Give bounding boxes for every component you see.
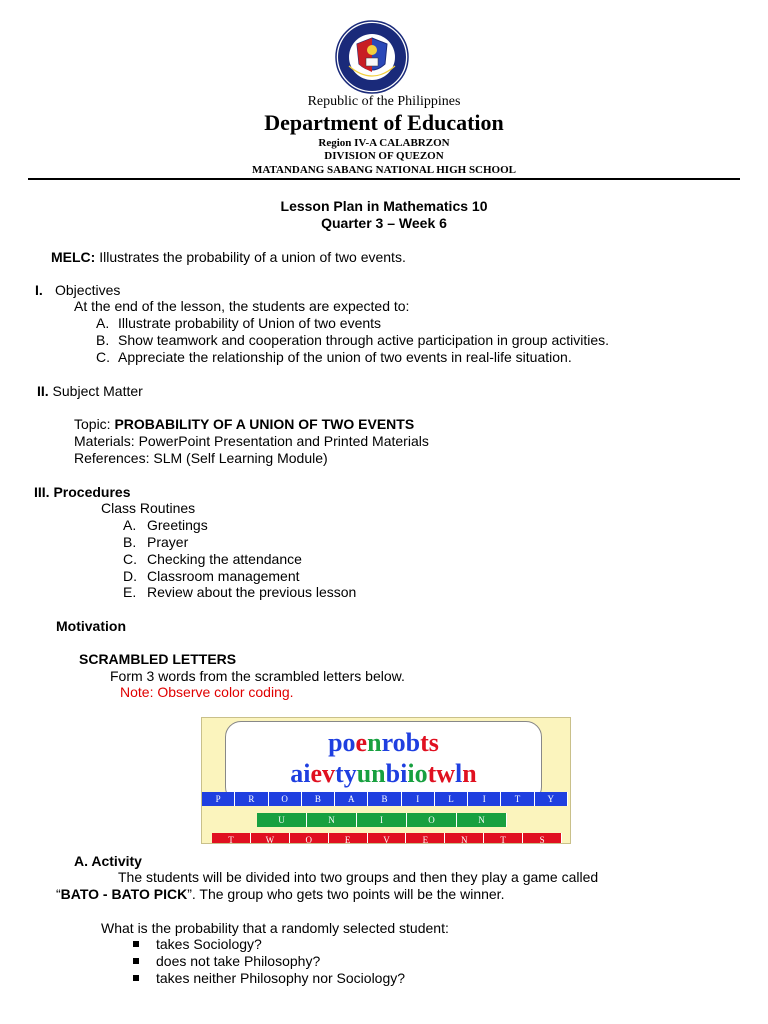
answer-row-probability (202, 792, 568, 806)
objectives-number: I. (35, 282, 43, 298)
motivation-heading: Motivation (56, 618, 126, 634)
scrambled-letter: o (414, 759, 428, 788)
activity-line-1: The students will be divided into two groups and then they play a game called (118, 869, 599, 885)
objectives-intro: At the end of the lesson, the students are expected to: (74, 298, 410, 314)
republic-line: Republic of the Philippines (307, 94, 461, 109)
answer-letter-cell: E (329, 833, 368, 844)
procedures-heading: III. Procedures (34, 484, 131, 500)
scrambled-letter: w (436, 759, 456, 788)
scrambled-letter: i (407, 759, 415, 788)
deped-seal-logo (335, 20, 409, 94)
header-divider (28, 178, 740, 180)
objective-item-b: B. Show teamwork and cooperation through active participation in group activities. (96, 332, 610, 348)
subject-matter-heading: II. Subject Matter (37, 383, 143, 399)
scrambled-letter: e (310, 759, 323, 788)
scrambled-letter: b (385, 759, 401, 788)
scrambled-word-2 (226, 759, 541, 789)
scrambled-letter: n (371, 759, 386, 788)
scrambled-letter: s (428, 728, 439, 757)
answer-letter-cell: N (457, 813, 507, 827)
scrambled-letter: n (367, 728, 382, 757)
scrambled-word-1 (226, 728, 541, 758)
scrambled-letter: n (462, 759, 477, 788)
region-line: Region IV-A CALABRZON (318, 137, 450, 149)
objective-item-c: C. Appreciate the relationship of the union of two events in real-life situation. (96, 349, 572, 365)
bullet-item-neither: takes neither Philosophy nor Sociology? (156, 970, 406, 986)
answer-letter-cell: R (235, 792, 268, 806)
scrambled-words-bubble (225, 721, 542, 803)
answer-letter-cell: N (307, 813, 357, 827)
scrambled-letter: l (455, 759, 463, 788)
answer-letter-cell: V (368, 833, 407, 844)
scrambled-letter: r (381, 728, 393, 757)
quarter-week-title: Quarter 3 – Week 6 (321, 215, 447, 231)
melc-label: MELC: (51, 249, 96, 265)
answer-letter-cell: E (406, 833, 445, 844)
objective-item-a: A. Illustrate probability of Union of two events (96, 315, 382, 331)
answer-letter-cell: I (357, 813, 407, 827)
scrambled-letter: t (427, 759, 437, 788)
answer-letter-cell: T (212, 833, 251, 844)
melc-line (51, 249, 406, 266)
answer-letter-cell: Y (535, 792, 568, 806)
melc-text: Illustrates the probability of a union of two events. (95, 249, 406, 265)
answer-letter-cell: N (445, 833, 484, 844)
scrambled-letter: a (290, 759, 304, 788)
answer-letter-cell: T (484, 833, 523, 844)
routine-item-c: C. Checking the attendance (123, 551, 302, 567)
answer-letter-cell: O (290, 833, 329, 844)
scrambled-letter: t (420, 728, 429, 757)
answer-letter-cell: I (468, 792, 501, 806)
bullet-icon (133, 958, 139, 964)
answer-letter-cell: I (402, 792, 435, 806)
answer-letter-cell: U (257, 813, 307, 827)
division-line: DIVISION OF QUEZON (324, 150, 444, 162)
scrambled-letter: t (335, 759, 344, 788)
lesson-plan-title: Lesson Plan in Mathematics 10 (280, 198, 488, 214)
scrambled-letter: v (322, 759, 336, 788)
scrambled-letter: o (392, 728, 406, 757)
activity-heading: A. Activity (74, 853, 142, 869)
scrambled-letter: e (355, 728, 368, 757)
scrambled-letter: b (405, 728, 421, 757)
answer-letter-cell: O (407, 813, 457, 827)
activity-line-2: “BATO - BATO PICK”. The group who gets two points will be the winner. (56, 886, 505, 902)
school-line: MATANDANG SABANG NATIONAL HIGH SCHOOL (251, 164, 517, 176)
answer-letter-cell: P (202, 792, 235, 806)
class-routines-label: Class Routines (101, 500, 196, 516)
bullet-icon (133, 975, 139, 981)
answer-letter-cell: S (523, 833, 562, 844)
answer-letter-cell: A (335, 792, 368, 806)
materials-line: Materials: PowerPoint Presentation and Printed Materials (74, 433, 429, 449)
bullet-item-not-philosophy: does not take Philosophy? (156, 953, 321, 969)
activity-question: What is the probability that a randomly selected student: (101, 920, 449, 936)
bullet-item-sociology: takes Sociology? (156, 936, 262, 952)
scrambled-letter: p (328, 728, 343, 757)
answer-row-two-events (212, 833, 562, 844)
scrambled-letters-title: SCRAMBLED LETTERS (79, 651, 237, 667)
scrambled-instruction: Form 3 words from the scrambled letters below. (110, 668, 405, 684)
color-coding-note: Note: Observe color coding. (120, 684, 294, 700)
answer-letter-cell: O (269, 792, 302, 806)
department-title: Department of Education (264, 110, 504, 135)
game-name: BATO - BATO PICK (60, 886, 188, 902)
references-line: References: SLM (Self Learning Module) (74, 450, 328, 466)
answer-letter-cell: L (435, 792, 468, 806)
routine-item-d: D. Classroom management (123, 568, 300, 584)
answer-letter-cell: B (302, 792, 335, 806)
scrambled-letter: u (356, 759, 372, 788)
scrambled-letter: i (400, 759, 408, 788)
topic-line: Topic: PROBABILITY OF A UNION OF TWO EVENTS (74, 416, 415, 432)
scrambled-letters-image (201, 717, 571, 844)
answer-letter-cell: B (368, 792, 401, 806)
routine-item-a: A. Greetings (123, 517, 208, 533)
routine-item-e: E. Review about the previous lesson (123, 584, 357, 600)
answer-letter-cell: W (251, 833, 290, 844)
answer-row-union (257, 813, 507, 827)
bullet-icon (133, 941, 139, 947)
objectives-heading: Objectives (55, 282, 121, 298)
scrambled-letter: o (342, 728, 356, 757)
scrambled-letter: y (343, 759, 357, 788)
answer-letter-cell: T (501, 792, 534, 806)
scrambled-letter: i (303, 759, 311, 788)
routine-item-b: B. Prayer (123, 534, 189, 550)
